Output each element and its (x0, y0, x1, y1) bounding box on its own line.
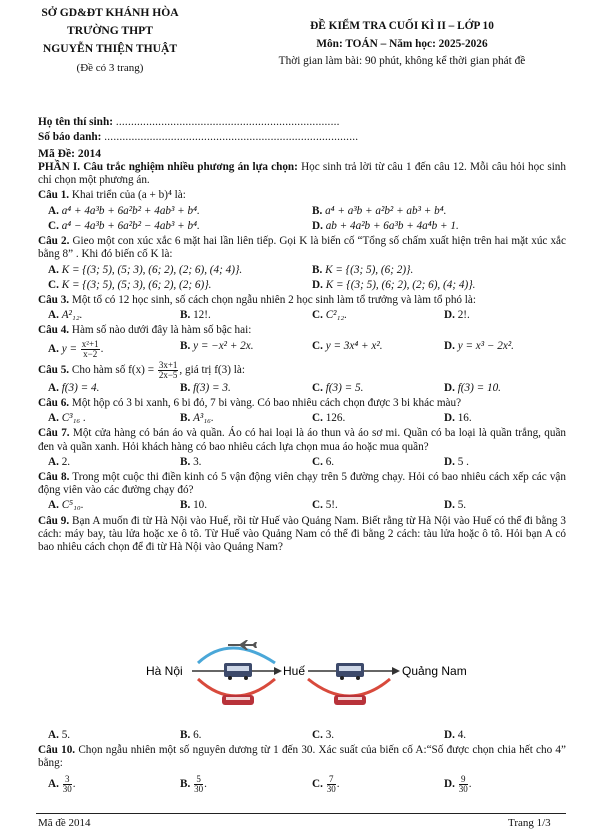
question-2: Câu 2. Gieo một con xúc xắc 6 mặt hai lần liên tiếp. Gọi K là biến cố “Tổng số chấm xuất hiện trên hai mặt xúc xắc bằng 8” . Khi đó biến cố K là: (38, 235, 566, 261)
option-b: B. A³₁₆. (180, 412, 214, 425)
option-c: C. C²₁₂. (312, 309, 348, 322)
option-b: B. K = {(3; 5), (6; 2)}. (312, 263, 414, 276)
question-7: Câu 7. Một cửa hàng có bán áo và quần. Áo có hai loại là áo thun và áo sơ mi. Quần có ba loại là quần trắng, quần đen và quần xanh. Hỏi khách hàng có bao nhiêu cách lựa chọn mua áo hoặc mua quần? (38, 427, 567, 453)
arc-hue-qn (308, 679, 390, 696)
options-row (38, 775, 566, 794)
train-icon (334, 695, 366, 705)
option-a: A. f(3) = 4. (48, 381, 100, 394)
fraction: $\frac{9}{30}$ (458, 773, 468, 794)
option-d: D. 5. (444, 499, 467, 512)
option-c: C. f(3) = 5. (312, 381, 364, 394)
city-ha-noi: Hà Nội (146, 664, 183, 678)
option-b: B. 6. (180, 729, 202, 741)
options-row (38, 456, 566, 469)
options-row (38, 729, 566, 742)
question-1 (38, 189, 566, 202)
question-text: Khai triển của (a + b)⁴ là: (69, 189, 186, 202)
option-b: B. y = −x² + 2x. (180, 339, 254, 352)
school-name-line1: TRƯỜNG THPT (67, 23, 153, 37)
exam-code: Mã Đề: 2014 (38, 147, 102, 160)
option-b: B. a⁴ + a³b + a²b² + ab³ + b⁴. (312, 204, 447, 217)
options-row (38, 205, 566, 218)
question-9: Câu 9. Bạn A muốn đi từ Hà Nội vào Huế, rồi từ Huế vào Quảng Nam. Biết rằng từ Hà Nội vào Huế có thể đi bằng 3 cách: máy bay, tàu lửa hoặc xe ô tô. Từ Huế vào Quảng Nam có thể đi bằng 2 cách: tàu lửa hoặc ô tô. Hỏi bạn A có bao nhiêu cách chọn để đi từ Hà Nội vào Quảng Nam? (38, 514, 566, 554)
fraction: $\frac{3x+1}{2x-5}$ (158, 359, 178, 380)
arc-bottom (198, 679, 275, 696)
fraction: $\frac{7}{30}$ (326, 773, 336, 794)
option-a: A. 5. (48, 729, 71, 741)
student-id-dots: .................................................................................... (104, 131, 359, 143)
student-name-label: Họ tên thí sinh: (38, 116, 114, 128)
exam-subject: Môn: TOÁN – Năm học: 2025-2026 (316, 37, 488, 50)
fraction: $\frac{3}{30}$ (62, 773, 72, 794)
footer-page-number: Trang 1/3 (508, 817, 551, 829)
options-row (38, 340, 566, 359)
option-d: D. ab + 4a²b + 6a³b + 4a⁴b + 1. (312, 219, 459, 232)
part1-instructions: Học sinh trả lời từ câu 1 đến câu 12. Mỗi câu hỏi học sinh chỉ chọn một phương án. (38, 161, 566, 187)
option-d: D. 4. (444, 729, 467, 741)
option-a: A. K = {(3; 5), (5; 3), (6; 2), (2; 6), (4; 4)}. (48, 263, 243, 276)
fraction: $\frac{5}{30}$ (194, 773, 204, 794)
option-d: D. f(3) = 10. (444, 381, 501, 394)
option-c: C. 6. (312, 455, 335, 468)
student-id-label: Số báo danh: (38, 131, 102, 143)
question-9-options (38, 728, 566, 796)
option-d: D. y = x³ − 2x². (444, 339, 514, 352)
option-b: B. 10. (180, 499, 208, 512)
options-row (38, 382, 566, 395)
exam-body (38, 161, 566, 556)
options-row (38, 309, 566, 322)
option-d: D. 5 . (444, 455, 469, 468)
footer-divider (36, 813, 566, 814)
option-b: B. 3. (180, 455, 202, 468)
part1-heading (38, 161, 566, 187)
student-name-field (38, 116, 340, 129)
question-8: Câu 8. Trong một cuộc thi điền kinh có 5 vận động viên chạy trên 5 đường chạy. Hỏi có bao nhiêu cách xếp các vận động viên vào các đường chạy đó? (38, 470, 566, 497)
exam-header (222, 18, 582, 71)
option-c: C. K = {(3; 5), (5; 3), (6; 2), (2; 6)}. (48, 278, 212, 291)
option-a: A. C⁵₁₀. (48, 499, 84, 512)
question-label: Câu 1. (38, 189, 70, 202)
option-a: A. y = $\frac{\text{x²+1}}{x-2}$ . (48, 338, 104, 359)
options-row (38, 499, 566, 512)
option-d: D. 2!. (444, 309, 470, 322)
department-name: SỞ GD&ĐT KHÁNH HÒA (41, 6, 179, 19)
option-b: B. 12!. (180, 309, 211, 322)
pages-note: (Đề có 3 trang) (76, 61, 144, 74)
student-name-dots: .......................................................................... (115, 116, 340, 128)
option-a: A. A²₁₂. (48, 309, 83, 322)
exam-title: ĐỀ KIỂM TRA CUỐI KÌ II – LỚP 10 (310, 20, 494, 32)
part1-title: PHẦN I. Câu trắc nghiệm nhiều phương án lựa chọn: (38, 161, 298, 173)
option-d: D. $\frac{9}{30}$ . (444, 773, 472, 794)
option-c: C. 5!. (312, 499, 338, 512)
option-c: C. 126. (312, 412, 346, 425)
exam-time: Thời gian làm bài: 90 phút, không kể thời gian phát đề (278, 55, 526, 67)
option-d: D. 16. (444, 412, 472, 425)
option-a: A. 2. (48, 455, 71, 468)
option-a: A. $\frac{3}{30}$ . (48, 773, 76, 794)
question-10: Câu 10. Chọn ngẫu nhiên một số nguyên dương từ 1 đến 30. Xác suất của biến cố A:“Số được chọn chia hết cho 4” bằng: (38, 744, 566, 770)
arc-top (198, 648, 275, 663)
option-d: D. K = {(3; 5), (6; 2), (2; 6), (4; 4)}. (312, 278, 476, 291)
option-c: C. 3. (312, 729, 335, 741)
bus-icon (224, 663, 252, 680)
school-name-line2: NGUYỄN THIỆN THUẬT (42, 41, 178, 55)
option-a: A. a⁴ + 4a³b + 6a²b² + 4ab³ + b⁴. (48, 204, 200, 217)
train-icon (222, 695, 254, 705)
options-row (38, 412, 566, 425)
fraction: $\frac{\text{x²+1}}{x-2}$ (81, 338, 99, 359)
footer-exam-code: Mã đề 2014 (38, 817, 91, 829)
bus-icon (336, 663, 364, 680)
option-c: C. y = 3x⁴ + x². (312, 339, 383, 352)
city-hue: Huế (283, 664, 306, 678)
option-b: B. f(3) = 3. (180, 381, 231, 394)
city-quang-nam: Quảng Nam (402, 664, 467, 678)
school-header (10, 4, 210, 77)
options-row (38, 279, 566, 292)
options-row (38, 220, 566, 233)
options-row (38, 264, 566, 277)
option-c: C. $\frac{7}{30}$ . (312, 773, 340, 794)
student-id-field (38, 131, 358, 144)
question-6: Câu 6. Một hộp có 3 bi xanh, 6 bi đỏ, 7 bi vàng. Có bao nhiêu cách chọn được 3 bi khác màu? (38, 396, 462, 409)
option-c: C. a⁴ − 4a³b + 6a²b² − 4ab³ + b⁴. (48, 219, 200, 232)
route-diagram (140, 635, 480, 715)
question-4: Câu 4. Hàm số nào dưới đây là hàm số bậc hai: (38, 324, 252, 337)
option-a: A. C³₁₆ . (48, 412, 86, 425)
question-3: Câu 3. Một tổ có 12 học sinh, số cách chọn ngẫu nhiên 2 học sinh làm tổ trưởng và làm tổ phó là: (38, 293, 476, 306)
question-5: Câu 5. Cho hàm số f(x) = $\frac{3x+1}{2x-5}$ , giá trị f(3) là: (38, 359, 245, 380)
option-b: B. $\frac{5}{30}$ . (180, 773, 207, 794)
